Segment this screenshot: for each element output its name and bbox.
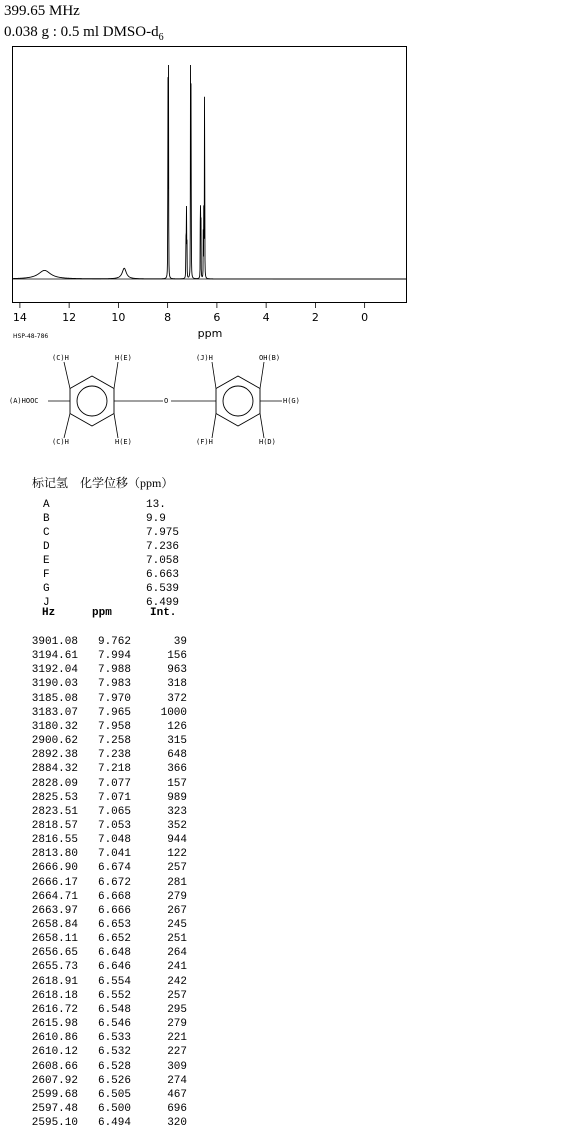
- x-tick-label: 0: [361, 311, 369, 324]
- peak-hz: 2615.98: [31, 1018, 78, 1031]
- peak-ppm: 6.546: [97, 1018, 131, 1031]
- peak-intensity: 126: [167, 720, 187, 733]
- peak-ppm: 6.500: [97, 1102, 131, 1115]
- peak-hz: 3180.32: [31, 720, 78, 733]
- peak-hz: 2664.71: [31, 890, 78, 903]
- peak-hz: 2610.86: [31, 1032, 78, 1045]
- peak-hz: 2595.10: [31, 1117, 78, 1130]
- peak-ppm: 6.668: [97, 890, 131, 903]
- peak-ppm: 7.958: [97, 720, 131, 733]
- shift-row-label: B: [43, 513, 50, 525]
- x-tick-label: 12: [62, 311, 77, 324]
- peak-intensity: 648: [167, 749, 187, 762]
- peak-hz: 2813.80: [31, 848, 78, 861]
- peak-ppm: 7.053: [97, 819, 131, 832]
- peak-table-header-hz: Hz: [42, 607, 56, 619]
- peak-hz: 2597.48: [31, 1102, 78, 1115]
- x-tick-label: 14: [12, 311, 27, 324]
- label-left-bottom-ch: (C)H: [52, 438, 69, 446]
- peak-intensity: 251: [167, 933, 187, 946]
- shift-row-label: A: [43, 499, 50, 511]
- peak-ppm: 6.672: [97, 876, 131, 889]
- peak-intensity: 963: [167, 664, 187, 677]
- spectrum-trace: [13, 65, 407, 279]
- peak-intensity: 295: [167, 1003, 187, 1016]
- peak-hz: 2825.53: [31, 791, 78, 804]
- label-cooh: (A)HOOC: [9, 397, 39, 405]
- peak-hz: 2663.97: [31, 904, 78, 917]
- peak-intensity: 274: [167, 1074, 187, 1087]
- label-right-top-jh: (J)H: [196, 354, 213, 362]
- peak-intensity: 156: [167, 650, 187, 663]
- label-ether-oxygen: O: [164, 397, 169, 405]
- peak-ppm: 6.674: [97, 862, 131, 875]
- shift-row-value: 6.499: [146, 597, 180, 609]
- peak-intensity: 279: [167, 1018, 187, 1031]
- shift-row-value: 9.9: [146, 513, 166, 525]
- peak-intensity: 944: [167, 834, 187, 847]
- peak-hz: 2818.57: [31, 819, 78, 832]
- peak-intensity: 309: [167, 1060, 187, 1073]
- peak-hz: 2658.84: [31, 919, 78, 931]
- peak-ppm: 6.552: [97, 989, 131, 1002]
- right-ring-aromatic-circle: [223, 386, 253, 416]
- peak-intensity: 264: [167, 947, 187, 960]
- label-hg: H(G): [283, 397, 300, 405]
- peak-intensity: 1000: [160, 706, 187, 719]
- label-left-top-he: H(E): [115, 354, 132, 362]
- peak-intensity: 352: [167, 819, 187, 832]
- peak-ppm: 7.258: [97, 735, 131, 748]
- x-axis-ticks: [20, 303, 365, 309]
- peak-hz: 2618.18: [31, 989, 78, 1002]
- peak-intensity: 122: [167, 848, 187, 861]
- peak-intensity: 281: [167, 876, 187, 889]
- x-tick-label: 10: [111, 311, 126, 324]
- peak-intensity: 318: [167, 678, 187, 691]
- peak-ppm: 7.970: [97, 692, 131, 705]
- peak-ppm: 7.041: [97, 848, 131, 861]
- shift-table-header: 标记氢 化学位移（ppm）: [32, 476, 174, 490]
- peak-intensity: 279: [167, 890, 187, 903]
- plot-frame: [13, 47, 407, 303]
- label-oh: OH(B): [259, 354, 281, 362]
- peak-ppm: 7.988: [97, 664, 131, 677]
- sample-conditions-main: 0.038 g : 0.5 ml DMSO-d: [4, 24, 159, 40]
- peak-intensity: 320: [167, 1117, 187, 1130]
- peak-table-header-ppm: ppm: [92, 607, 112, 619]
- peak-ppm: 7.071: [97, 791, 131, 804]
- peak-intensity: 221: [167, 1032, 187, 1045]
- peak-ppm: 9.762: [97, 636, 131, 648]
- peak-hz: 3183.07: [31, 706, 78, 719]
- peak-intensity: 989: [167, 791, 187, 804]
- peak-ppm: 6.666: [97, 904, 131, 917]
- peak-ppm: 7.238: [97, 749, 131, 762]
- peak-hz: 2618.91: [31, 975, 78, 988]
- peak-intensity: 157: [167, 777, 187, 790]
- peak-ppm: 7.994: [97, 650, 131, 663]
- peak-hz: 2666.17: [31, 876, 78, 889]
- peak-intensity: 696: [167, 1102, 187, 1115]
- peak-intensity: 366: [167, 763, 187, 776]
- peak-intensity: 242: [167, 975, 187, 988]
- label-left-bottom-he: H(E): [115, 438, 132, 446]
- peak-hz: 2892.38: [31, 749, 78, 762]
- peak-hz: 2823.51: [31, 805, 78, 818]
- sample-conditions-subscript: 6: [158, 32, 164, 43]
- peak-hz: 2655.73: [31, 961, 78, 974]
- shift-row-label: J: [43, 597, 50, 609]
- peak-hz: 3194.61: [31, 650, 78, 663]
- peak-ppm: 7.077: [97, 777, 131, 790]
- peak-intensity: 323: [167, 805, 187, 818]
- peak-intensity: 372: [167, 692, 187, 705]
- peak-intensity: 315: [167, 735, 187, 748]
- x-tick-label: 6: [213, 311, 221, 324]
- x-tick-label: 4: [262, 311, 270, 324]
- spectrum-code: HSP-48-786: [13, 333, 49, 340]
- peak-hz: 2884.32: [31, 763, 78, 776]
- peak-hz: 2656.65: [31, 947, 78, 960]
- peak-intensity: 39: [173, 636, 187, 648]
- shift-row-value: 7.236: [146, 541, 180, 553]
- peak-hz: 3901.08: [31, 636, 78, 648]
- peak-hz: 2828.09: [31, 777, 78, 790]
- molecular-structure: [0, 345, 330, 455]
- label-right-bottom-fh: (F)H: [196, 438, 213, 446]
- peak-ppm: 6.548: [97, 1003, 131, 1016]
- peak-ppm: 6.528: [97, 1060, 131, 1073]
- peak-ppm: 7.965: [97, 706, 131, 719]
- peak-hz: 2666.90: [31, 862, 78, 875]
- shift-row-value: 6.663: [146, 569, 180, 581]
- peak-hz: 2900.62: [31, 735, 78, 748]
- shift-row-label: C: [43, 527, 50, 539]
- label-right-bottom-hd: H(D): [259, 438, 276, 446]
- x-tick-label: 8: [164, 311, 172, 324]
- peak-intensity: 245: [167, 919, 187, 931]
- peak-ppm: 7.065: [97, 805, 131, 818]
- peak-ppm: 7.048: [97, 834, 131, 847]
- shift-row-label: G: [43, 583, 50, 595]
- peak-ppm: 6.505: [97, 1088, 131, 1101]
- peak-intensity: 241: [167, 961, 187, 974]
- shift-row-value: 7.058: [146, 555, 180, 567]
- peak-ppm: 6.532: [97, 1046, 131, 1059]
- shift-row-label: D: [43, 541, 50, 553]
- shift-row-label: F: [43, 569, 50, 581]
- peak-ppm: 6.648: [97, 947, 131, 960]
- x-axis-label: ppm: [197, 327, 223, 340]
- x-tick-label: 2: [311, 311, 319, 324]
- peak-hz: 3192.04: [31, 664, 78, 677]
- peak-ppm: 6.652: [97, 933, 131, 946]
- peak-hz: 2610.12: [31, 1046, 78, 1059]
- peak-hz: 3190.03: [31, 678, 78, 691]
- shift-row-value: 6.539: [146, 583, 180, 595]
- peak-intensity: 467: [167, 1088, 187, 1101]
- shift-row-label: E: [43, 555, 50, 567]
- nmr-spectrum-chart: [0, 40, 420, 340]
- peak-intensity: 257: [167, 989, 187, 1002]
- peak-ppm: 7.983: [97, 678, 131, 691]
- left-ring-aromatic-circle: [77, 386, 107, 416]
- peak-ppm: 6.533: [97, 1032, 131, 1045]
- peak-ppm: 6.646: [97, 961, 131, 974]
- peak-ppm: 6.494: [97, 1117, 131, 1130]
- peak-ppm: 7.218: [97, 763, 131, 776]
- peak-ppm: 6.554: [97, 975, 131, 988]
- peak-intensity: 257: [167, 862, 187, 875]
- peak-hz: 2816.55: [31, 834, 78, 847]
- peak-ppm: 6.526: [97, 1074, 131, 1087]
- peak-hz: 2616.72: [31, 1003, 78, 1016]
- shift-row-value: 7.975: [146, 527, 180, 539]
- peak-hz: 2607.92: [31, 1074, 78, 1087]
- label-left-top-ch: (C)H: [52, 354, 69, 362]
- peak-hz: 2608.66: [31, 1060, 78, 1073]
- peak-intensity: 227: [167, 1046, 187, 1059]
- peak-hz: 3185.08: [31, 692, 78, 705]
- x-axis-tick-labels: [13, 311, 368, 324]
- shift-row-value: 13.: [146, 499, 166, 511]
- peak-intensity: 267: [167, 904, 187, 917]
- peak-ppm: 6.653: [97, 919, 131, 931]
- peak-hz: 2658.11: [31, 933, 78, 946]
- peak-table-header-int: Int.: [150, 607, 177, 619]
- peak-hz: 2599.68: [31, 1088, 78, 1101]
- spectrometer-frequency: 399.65 MHz: [4, 3, 80, 19]
